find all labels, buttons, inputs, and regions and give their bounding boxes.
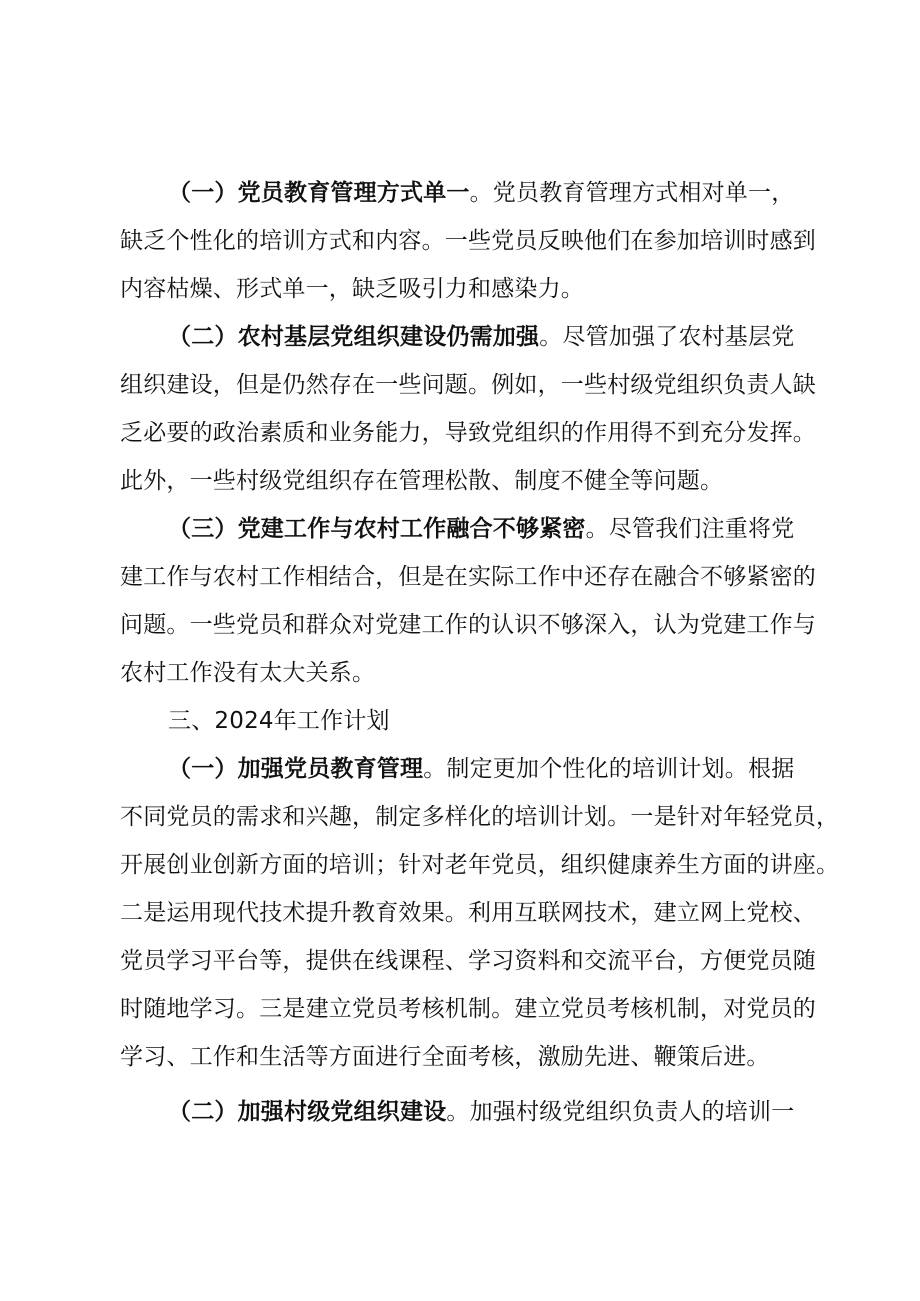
subheading-1-2: （二）农村基层党组织建设仍需加强 [168,323,540,350]
paragraph-4-line-5: 党员学习平台等，提供在线课程、学习资料和交流平台，方便党员随 [120,948,816,974]
body-text: 。尽管我们注重将党 [585,516,795,542]
body-text: 。党员教育管理方式相对单一， [469,180,795,206]
body-text: 。制定更加个性化的培训计划。根据 [423,756,795,782]
paragraph-4-line-2: 不同党员的需求和兴趣，制定多样化的培训计划。一是针对年轻党员， [120,804,840,830]
paragraph-4-line-6: 时随地学习。三是建立党员考核机制。建立党员考核机制，对党员的 [120,996,816,1022]
paragraph-5-line-1 [168,1097,858,1127]
paragraph-4-line-3: 开展创业创新方面的培训；针对老年党员，组织健康养生方面的讲座。 [120,852,840,878]
paragraph-1-line-1 [168,178,858,208]
subheading-2-2: （二）加强村级党组织建设 [168,1098,447,1125]
paragraph-2-line-4: 此外，一些村级党组织存在管理松散、制度不健全等问题。 [120,468,724,494]
paragraph-1-line-2: 缺乏个性化的培训方式和内容。一些党员反映他们在参加培训时感到 [120,228,816,254]
paragraph-3-line-1 [168,514,858,544]
paragraph-2-line-3: 乏必要的政治素质和业务能力，导致党组织的作用得不到充分发挥。 [120,420,816,446]
body-text: 。尽管加强了农村基层党 [539,324,795,350]
paragraph-1-line-3: 内容枯燥、形式单一，缺乏吸引力和感染力。 [120,276,584,302]
section-heading-2024-plan: 三、2024年工作计划 [168,708,390,734]
paragraph-4-line-1 [168,754,858,784]
paragraph-3-line-3: 问题。一些党员和群众对党建工作的认识不够深入，认为党建工作与 [120,612,816,638]
paragraph-2-line-1 [168,322,858,352]
paragraph-3-line-4: 农村工作没有太大关系。 [120,660,376,686]
paragraph-4-line-7: 学习、工作和生活等方面进行全面考核，激励先进、鞭策后进。 [120,1044,770,1070]
paragraph-4-line-4: 二是运用现代技术提升教育效果。利用互联网技术，建立网上党校、 [120,900,816,926]
subheading-2-1: （一）加强党员教育管理 [168,755,424,782]
subheading-1-1: （一）党员教育管理方式单一 [168,179,470,206]
paragraph-2-line-2: 组织建设，但是仍然存在一些问题。例如，一些村级党组织负责人缺 [120,372,816,398]
paragraph-3-line-2: 建工作与农村工作相结合，但是在实际工作中还存在融合不够紧密的 [120,564,816,590]
body-text: 。加强村级党组织负责人的培训一 [446,1099,795,1125]
subheading-1-3: （三）党建工作与农村工作融合不够紧密 [168,515,586,542]
